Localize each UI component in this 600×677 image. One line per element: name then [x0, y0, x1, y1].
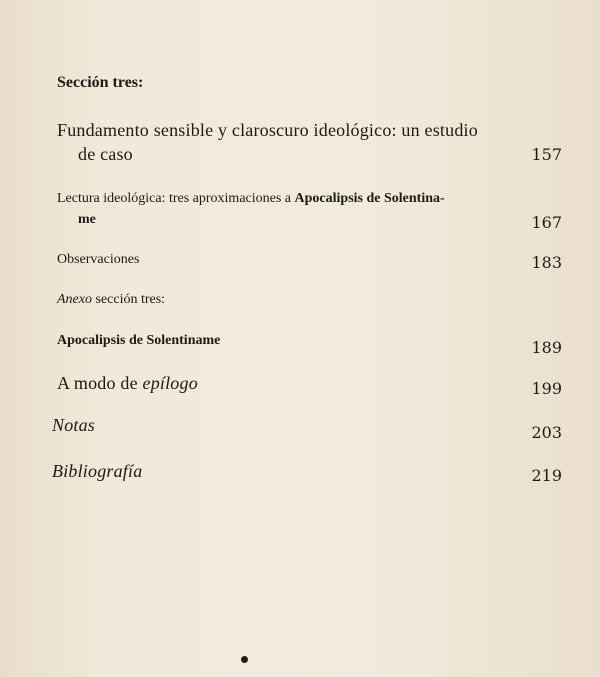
toc-entry-title: Notas	[52, 415, 96, 435]
toc-entry-title-line1: Fundamento sensible y claroscuro ideológico: un estudio	[57, 120, 478, 140]
toc-entry-title-italic: epílogo	[142, 373, 198, 393]
toc-entry-title-line1	[57, 191, 445, 207]
toc-entry-title-line2: me	[78, 212, 96, 227]
toc-entry-title	[57, 373, 198, 394]
toc-entry-title: Apocalipsis de Solentiname	[57, 333, 221, 348]
ink-dot	[241, 656, 248, 663]
toc-entry-title-prefix: Lectura ideológica: tres aproximaciones a	[57, 191, 295, 206]
toc-page-number: 189	[531, 338, 562, 357]
toc-page-number: 183	[531, 253, 562, 272]
toc-page-number: 167	[531, 213, 562, 232]
toc-page-number: 219	[531, 466, 562, 485]
toc-page-number: 199	[531, 379, 562, 398]
annex-rest: sección tres:	[95, 292, 166, 307]
annex-word: Anexo	[57, 292, 92, 307]
annex-heading-label	[57, 292, 165, 308]
section-heading-label: Sección tres:	[57, 74, 144, 91]
toc-page-number: 157	[531, 145, 562, 164]
toc-entry-title: Bibliografía	[52, 461, 143, 481]
toc-entry-title-prefix: A modo de	[57, 373, 143, 393]
toc-page-number: 203	[531, 423, 562, 442]
toc-entry-title-line2: de caso	[78, 144, 133, 164]
toc-entry-title: Observaciones	[57, 252, 140, 267]
toc-entry-title-bold: Apocalipsis de Solentina-	[294, 191, 445, 206]
